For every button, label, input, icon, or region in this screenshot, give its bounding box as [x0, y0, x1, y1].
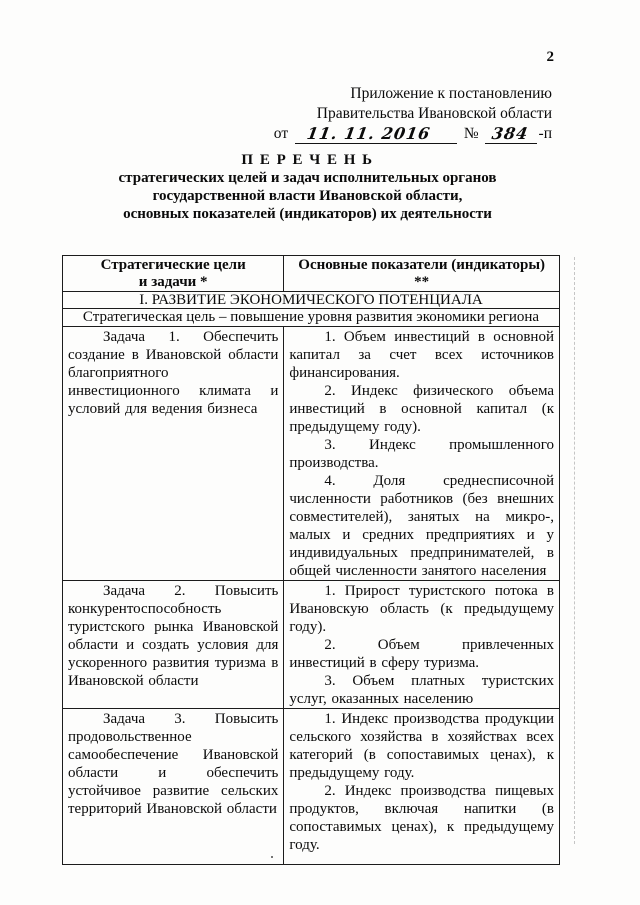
indicator-item: 4. Доля среднесписочной численности работников (без внешних совместителей), занятых на микро-, малых и средних предприятиях и у индивидуальных предпринимателей, в общей численности занятого населения: [289, 473, 554, 579]
indicators-cell-1: [284, 327, 560, 581]
indicator-item: 1. Прирост туристского потока в Ивановскую область (к предыдущему году).: [289, 583, 554, 635]
annex-line-1: Приложение к постановлению: [350, 85, 552, 102]
number-underline: [485, 125, 537, 144]
indicators-cell-2: [284, 581, 560, 709]
strategic-goal-row: [63, 309, 560, 327]
task-2-text: Задача 2. Повысить конкурентоспособность туристского рынка Ивановской области и создать условия для ускоренного развития туризма в Ивановской области: [68, 583, 279, 689]
annex-date-prefix: от: [273, 125, 289, 142]
indicator-item: 3. Индекс промышленного производства.: [289, 437, 554, 471]
scan-artifact-line: [574, 257, 575, 844]
table-row: [63, 709, 560, 865]
annex-line-2: Правительства Ивановской области: [316, 105, 552, 122]
header-goals-line-2: и задачи *: [138, 274, 208, 290]
date-underline: [295, 125, 457, 144]
header-cell-goals: [63, 256, 284, 292]
task-cell-1: [63, 327, 284, 581]
scan-artifact-dot: [271, 856, 273, 858]
section-title: I. РАЗВИТИЕ ЭКОНОМИЧЕСКОГО ПОТЕНЦИАЛА: [63, 292, 560, 309]
page-number: 2: [546, 49, 554, 65]
task-1-text: Задача 1. Обеспечить создание в Ивановской области благоприятного инвестиционного климата и условий для ведения бизнеса: [68, 329, 279, 417]
strategic-goals-table: [62, 255, 560, 865]
annex-block: [274, 84, 552, 144]
strategic-goal-text: Стратегическая цель – повышение уровня развития экономики региона: [63, 309, 560, 327]
task-3-text: Задача 3. Повысить продовольственное самообеспечение Ивановской области и обеспечить устойчивое развитие сельских территорий Ивановской области: [68, 711, 279, 817]
indicator-item: 2. Индекс физического объема инвестиций в основной капитал (к предыдущему году).: [289, 383, 554, 435]
title-line-2: стратегических целей и задач исполнительных органов: [118, 170, 497, 186]
indicator-item: 3. Объем платных туристских услуг, оказанных населению: [289, 673, 554, 707]
indicator-item: 1. Объем инвестиций в основной капитал за счет всех источников финансирования.: [289, 329, 554, 381]
indicator-item: 2. Объем привлеченных инвестиций в сферу туризма.: [289, 637, 554, 671]
title-heading: П Е Р Е Ч Е Н Ь: [241, 152, 374, 168]
annex-number-sign: №: [463, 125, 479, 142]
document-title: [55, 151, 560, 223]
task-cell-2: [63, 581, 284, 709]
header-cell-indicators: Основные показатели (индикаторы) **: [284, 256, 560, 292]
handwritten-number: 384: [490, 124, 531, 143]
annex-number-suffix: -п: [538, 125, 552, 142]
table-row: [63, 327, 560, 581]
table-row: [63, 581, 560, 709]
indicator-item: 1. Индекс производства продукции сельского хозяйства в хозяйствах всех категорий (в сопоставимых ценах), к предыдущему году.: [289, 711, 554, 781]
annex-date-line: [274, 124, 552, 144]
header-goals-line-1: Стратегические цели: [100, 257, 246, 273]
section-row: [63, 292, 560, 309]
indicators-cell-3: [284, 709, 560, 865]
task-cell-3: [63, 709, 284, 865]
title-line-3: государственной власти Ивановской области,: [152, 188, 463, 204]
table-header-row: [63, 256, 560, 292]
handwritten-date: 11. 11. 2016: [305, 124, 433, 143]
title-line-4: основных показателей (индикаторов) их деятельности: [123, 206, 492, 222]
indicator-item: 2. Индекс производства пищевых продуктов, включая напитки (в сопоставимых ценах), к предыдущему году.: [289, 783, 554, 853]
